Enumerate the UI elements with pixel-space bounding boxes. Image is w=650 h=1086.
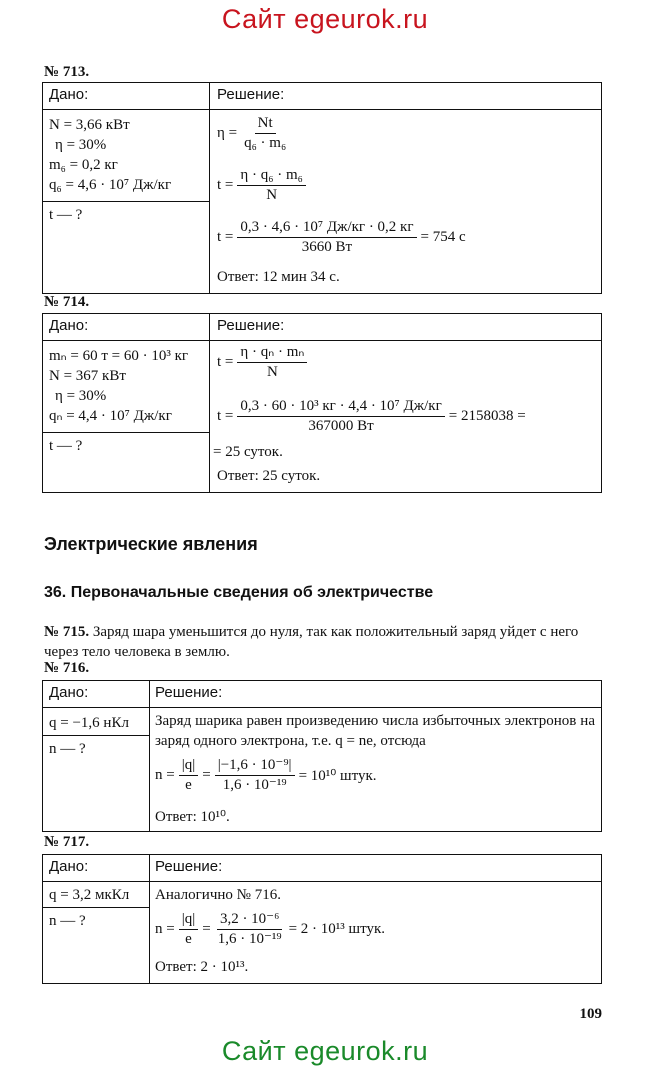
fraction: $\frac{\text{η · q₆ · m₆}}{N}$ [237,167,305,204]
given-item: q = 3,2 мкКл [49,887,130,903]
answer: Ответ: 25 суток. [217,468,321,484]
fraction: $\frac{Nt}{\text{q₆ · m₆}}$ [244,115,287,151]
table-header [43,681,601,708]
given-item: η = 30% [55,388,107,404]
given-item: η = 30% [55,137,107,153]
problem-715 [44,622,604,662]
given-header: Дано: [49,86,89,103]
table-header [43,314,601,341]
problem-717-number: № 717. [44,834,90,850]
given-item: m₆ = 0,2 кг [49,157,118,173]
given-header: Дано: [49,858,89,875]
formula-time: t = $\frac{\text{η · q₆ · m₆}}{N}$ [217,167,310,204]
site-label-bottom: Сайт egeurok.ru [221,1036,429,1066]
fraction: $\frac{\text{0,3 · 60 · 10³ кг · 4,4 · 10⁷ Дж/кг}}{367000 Вт}$ [237,398,444,435]
find-label: t — ? [49,207,83,223]
answer: Ответ: 10¹⁰. [155,809,230,825]
solution-header: Решение: [217,86,285,103]
fraction: $\frac{\text{0,3 · 4,6 · 10⁷ Дж/кг · 0,2 кг}}{3660 Вт}$ [237,219,416,256]
given-item: qₙ = 4,4 · 10⁷ Дж/кг [49,408,172,424]
fraction: $\frac{\text{|−1,6 · 10⁻⁹|}}{\text{1,6 · 10⁻¹⁹}}$ [215,757,295,794]
problem-713-number: № 713. [44,64,90,80]
formula-count: n = $\frac{|q|}{e}$ = $\frac{\text{|−1,6 · 10⁻⁹|}}{\text{1,6 · 10⁻¹⁹}}$ = 10¹⁰ штук. [155,757,377,793]
problem-713-table [42,82,602,294]
fraction: $\frac{\text{η · qₙ · mₙ}}{N}$ [237,344,307,381]
result-continuation: = 25 суток. [213,444,283,460]
given-item: q₆ = 4,6 · 10⁷ Дж/кг [49,177,172,193]
formula-count: n = $\frac{|q|}{e}$ = $\frac{\text{3,2 · 10⁻⁶}}{\text{1,6 · 10⁻¹⁹}}$ = 2 · 10¹³ штук. [155,911,385,947]
problem-715-number: № 715. [44,624,90,640]
problem-714-number: № 714. [44,294,90,310]
given-header: Дано: [49,684,89,701]
table-header [43,855,601,882]
solution-header: Решение: [155,858,223,875]
fraction: $\frac{\text{3,2 · 10⁻⁶}}{\text{1,6 · 10⁻¹⁹}}$ [217,911,282,947]
problem-717-table [42,854,602,984]
given-item: q = −1,6 нКл [49,715,129,731]
site-label-top: Сайт egeurok.ru [221,4,429,34]
formula-time: t = $\frac{\text{η · qₙ · mₙ}}{N}$ [217,344,311,381]
answer: Ответ: 2 · 10¹³. [155,959,249,975]
subsection-title: 36. Первоначальные сведения об электричестве [44,584,434,601]
solution-text: Аналогично № 716. [155,887,281,903]
fraction: $\frac{|q|}{e}$ [179,757,199,794]
given-list [49,115,171,195]
problem-715-text: Заряд шара уменьшится до нуля, так как положительный заряд уйдет с него через тело человека в землю. [44,624,579,660]
problem-716-table [42,680,602,832]
solution-header: Решение: [217,317,285,334]
section-title: Электрические явления [44,534,258,554]
formula-time-numeric: t = $\frac{\text{0,3 · 60 · 10³ кг · 4,4 · 10⁷ Дж/кг}}{367000 Вт}$ = 2158038 = [217,398,526,434]
find-label: t — ? [49,438,83,454]
problem-716-number: № 716. [44,660,90,676]
find-label: n — ? [49,913,86,929]
formula-efficiency: η = $\frac{Nt}{\text{q₆ · m₆}}$ [217,115,293,152]
find-label: n — ? [49,741,86,757]
table-header [43,83,601,110]
fraction: $\frac{|q|}{e}$ [179,911,199,948]
problem-714-table [42,313,602,493]
given-item: mₙ = 60 т = 60 · 10³ кг [49,348,189,364]
page-number: 109 [579,1006,602,1022]
formula-time-numeric: t = $\frac{\text{0,3 · 4,6 · 10⁷ Дж/кг · 0,2 кг}}{3660 Вт}$ = 754 с [217,219,466,255]
solution-header: Решение: [155,684,223,701]
solution-text: Заряд шарика равен произведению числа избыточных электронов на заряд одного электрона, т.е. q = ne, отсюда [155,713,595,749]
given-item: N = 367 кВт [49,368,126,384]
given-list [49,346,188,426]
given-item: N = 3,66 кВт [49,117,130,133]
answer: Ответ: 12 мин 34 с. [217,269,340,285]
given-header: Дано: [49,317,89,334]
